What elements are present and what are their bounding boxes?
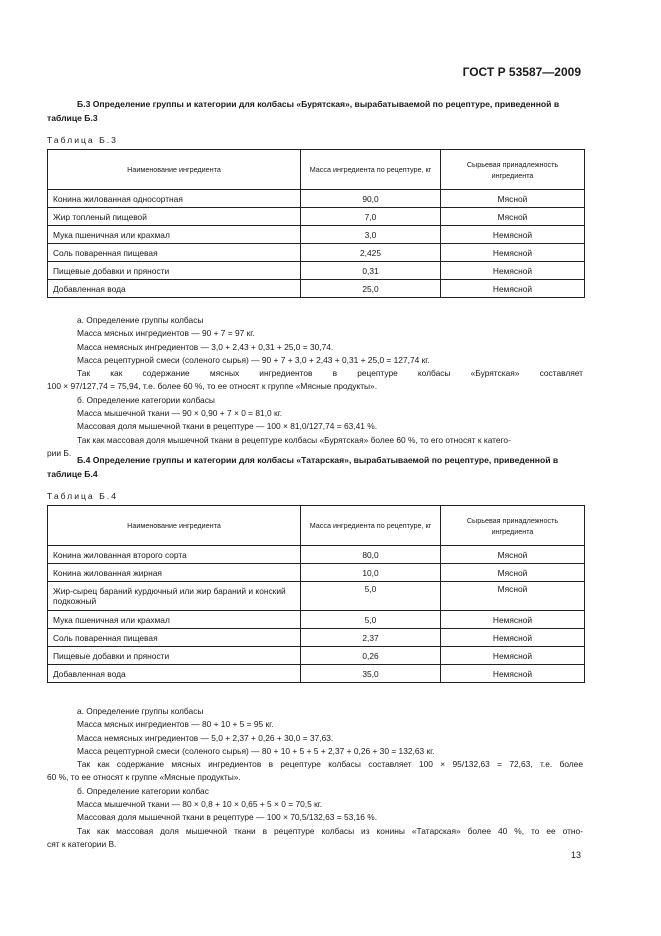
text-line: б. Определение категории колбас [77, 785, 209, 796]
table-row [48, 546, 585, 564]
text-line: Так как содержание мясных ингредиентов в рецептуре колбасы «Бурятская» составляет [77, 368, 583, 379]
text-line: Масса мясных ингредиентов — 90 + 7 = 97 кг. [77, 328, 255, 339]
section-b3-heading: Б.3 Определение группы и категории для колбасы «Бурятская», вырабатываемой по рецептуре, приведенной в таблице Б.3 [47, 99, 560, 123]
table-b3 [47, 149, 585, 298]
cell-mass: 7,0 [301, 208, 441, 226]
cell-mass: 5,0 [301, 611, 441, 629]
table-row [48, 208, 585, 226]
cell-category: Мясной [441, 190, 585, 208]
text-line: Так как массовая доля мышечной ткани в рецептуре колбасы из конины «Татарская» более 40 %, то ее отно- [77, 825, 583, 836]
cell-category: Немясной [441, 226, 585, 244]
cell-category: Немясной [441, 611, 585, 629]
table-row [48, 262, 585, 280]
table-row [48, 564, 585, 582]
table-row [48, 611, 585, 629]
cell-mass: 2,37 [301, 629, 441, 647]
cell-mass: 25,0 [301, 280, 441, 298]
cell-category: Мясной [441, 564, 585, 582]
section-b3-calculations [47, 314, 583, 460]
cell-ingredient: Пищевые добавки и пряности [48, 647, 301, 665]
cell-ingredient: Соль поваренная пищевая [48, 244, 301, 262]
section-b4-calculations [47, 705, 583, 851]
cell-ingredient: Соль поваренная пищевая [48, 629, 301, 647]
cell-category: Немясной [441, 647, 585, 665]
header-category: Сырьевая принадлежность ингредиента [441, 150, 585, 190]
cell-mass: 0,31 [301, 262, 441, 280]
cell-mass: 90,0 [301, 190, 441, 208]
text-line: сят к категории В. [47, 838, 117, 849]
table-b4 [47, 505, 585, 683]
header-mass: Масса ингредиента по рецептуре, кг [301, 506, 441, 546]
table-row [48, 280, 585, 298]
table-row [48, 190, 585, 208]
text-line: Так как массовая доля мышечной ткани в рецептуре колбасы «Бурятская» более 60 %, то его относят к катего- [77, 434, 511, 445]
section-b4-heading: Б.4 Определение группы и категории для колбасы «Татарская», вырабатываемой по рецептуре, приведенной в таблице Б.4 [47, 455, 559, 479]
table-row [48, 629, 585, 647]
cell-ingredient: Конина жилованная односортная [48, 190, 301, 208]
table-header-row [48, 506, 585, 546]
cell-ingredient: Жир топленый пищевой [48, 208, 301, 226]
cell-category: Немясной [441, 280, 585, 298]
text-line: а. Определение группы колбасы [77, 706, 204, 716]
cell-mass: 0,26 [301, 647, 441, 665]
table-row [48, 647, 585, 665]
table-row [48, 665, 585, 683]
text-line: 60 %, то ее относят к группе «Мясные продукты». [47, 772, 241, 783]
cell-category: Мясной [441, 208, 585, 226]
header-category: Сырьевая принадлежность ингредиента [441, 506, 585, 546]
document-code: ГОСТ Р 53587—2009 [462, 65, 581, 79]
cell-ingredient: Мука пшеничная или крахмал [48, 226, 301, 244]
cell-mass: 2,425 [301, 244, 441, 262]
table-row [48, 244, 585, 262]
text-line: б. Определение категории колбасы [77, 394, 215, 405]
table-row [48, 226, 585, 244]
table-b3-label: Таблица Б.3 [47, 135, 118, 145]
cell-mass: 5,0 [301, 582, 441, 611]
cell-category: Немясной [441, 665, 585, 683]
cell-ingredient: Жир-сырец бараний курдючный или жир бараний и конский подкожный [48, 582, 301, 611]
cell-category: Мясной [441, 546, 585, 564]
table-row [48, 582, 585, 611]
cell-category: Немясной [441, 629, 585, 647]
cell-mass: 3,0 [301, 226, 441, 244]
text-line: 100 × 97/127,74 = 75,94, т.е. более 60 %, то ее относят к группе «Мясные продукты». [47, 381, 378, 392]
cell-category: Немясной [441, 244, 585, 262]
text-line: Так как содержание мясных ингредиентов в рецептуре колбасы составляет 100 × 95/132,63 = 72,63, т.е. более [77, 759, 583, 770]
header-ingredient: Наименование ингредиента [48, 150, 301, 190]
text-line: Масса мясных ингредиентов — 80 + 10 + 5 = 95 кг. [77, 719, 274, 730]
cell-category: Мясной [441, 582, 585, 611]
cell-mass: 80,0 [301, 546, 441, 564]
text-line: Массовая доля мышечной ткани в рецептуре — 100 × 70,5/132,63 = 53,16 %. [77, 812, 378, 823]
page-number: 13 [570, 850, 581, 860]
text-line: Масса немясных ингредиентов — 5,0 + 2,37 + 0,26 + 30,0 = 37,63. [77, 732, 334, 743]
text-line: Масса рецептурной смеси (соленого сырья) — 80 + 10 + 5 + 5 + 2,37 + 0,26 + 30 = 132,63 кг. [77, 745, 435, 756]
cell-ingredient: Мука пшеничная или крахмал [48, 611, 301, 629]
text-line: Массовая доля мышечной ткани в рецептуре — 100 × 81,0/127,74 = 63,41 %. [77, 421, 378, 432]
header-mass: Масса ингредиента по рецептуре, кг [301, 150, 441, 190]
header-ingredient: Наименование ингредиента [48, 506, 301, 546]
cell-ingredient: Конина жилованная жирная [48, 564, 301, 582]
text-line: Масса мышечной ткани — 80 × 0,8 + 10 × 0,65 + 5 × 0 = 70,5 кг. [77, 799, 323, 810]
table-b4-label: Таблица Б.4 [47, 491, 118, 501]
text-line: Масса мышечной ткани — 90 × 0,90 + 7 × 0 = 81,0 кг. [77, 408, 283, 419]
cell-ingredient: Добавленная вода [48, 280, 301, 298]
text-line: а. Определение группы колбасы [77, 315, 204, 325]
cell-ingredient: Добавленная вода [48, 665, 301, 683]
cell-mass: 35,0 [301, 665, 441, 683]
table-header-row [48, 150, 585, 190]
text-line: рии Б. [47, 447, 72, 458]
cell-ingredient: Конина жилованная второго сорта [48, 546, 301, 564]
cell-ingredient: Пищевые добавки и пряности [48, 262, 301, 280]
text-line: Масса рецептурной смеси (соленого сырья) — 90 + 7 + 3,0 + 2,43 + 0,31 + 25,0 = 127,74 кг. [77, 354, 430, 365]
text-line: Масса немясных ингредиентов — 3,0 + 2,43 + 0,31 + 25,0 = 30,74. [77, 341, 334, 352]
cell-category: Немясной [441, 262, 585, 280]
cell-mass: 10,0 [301, 564, 441, 582]
